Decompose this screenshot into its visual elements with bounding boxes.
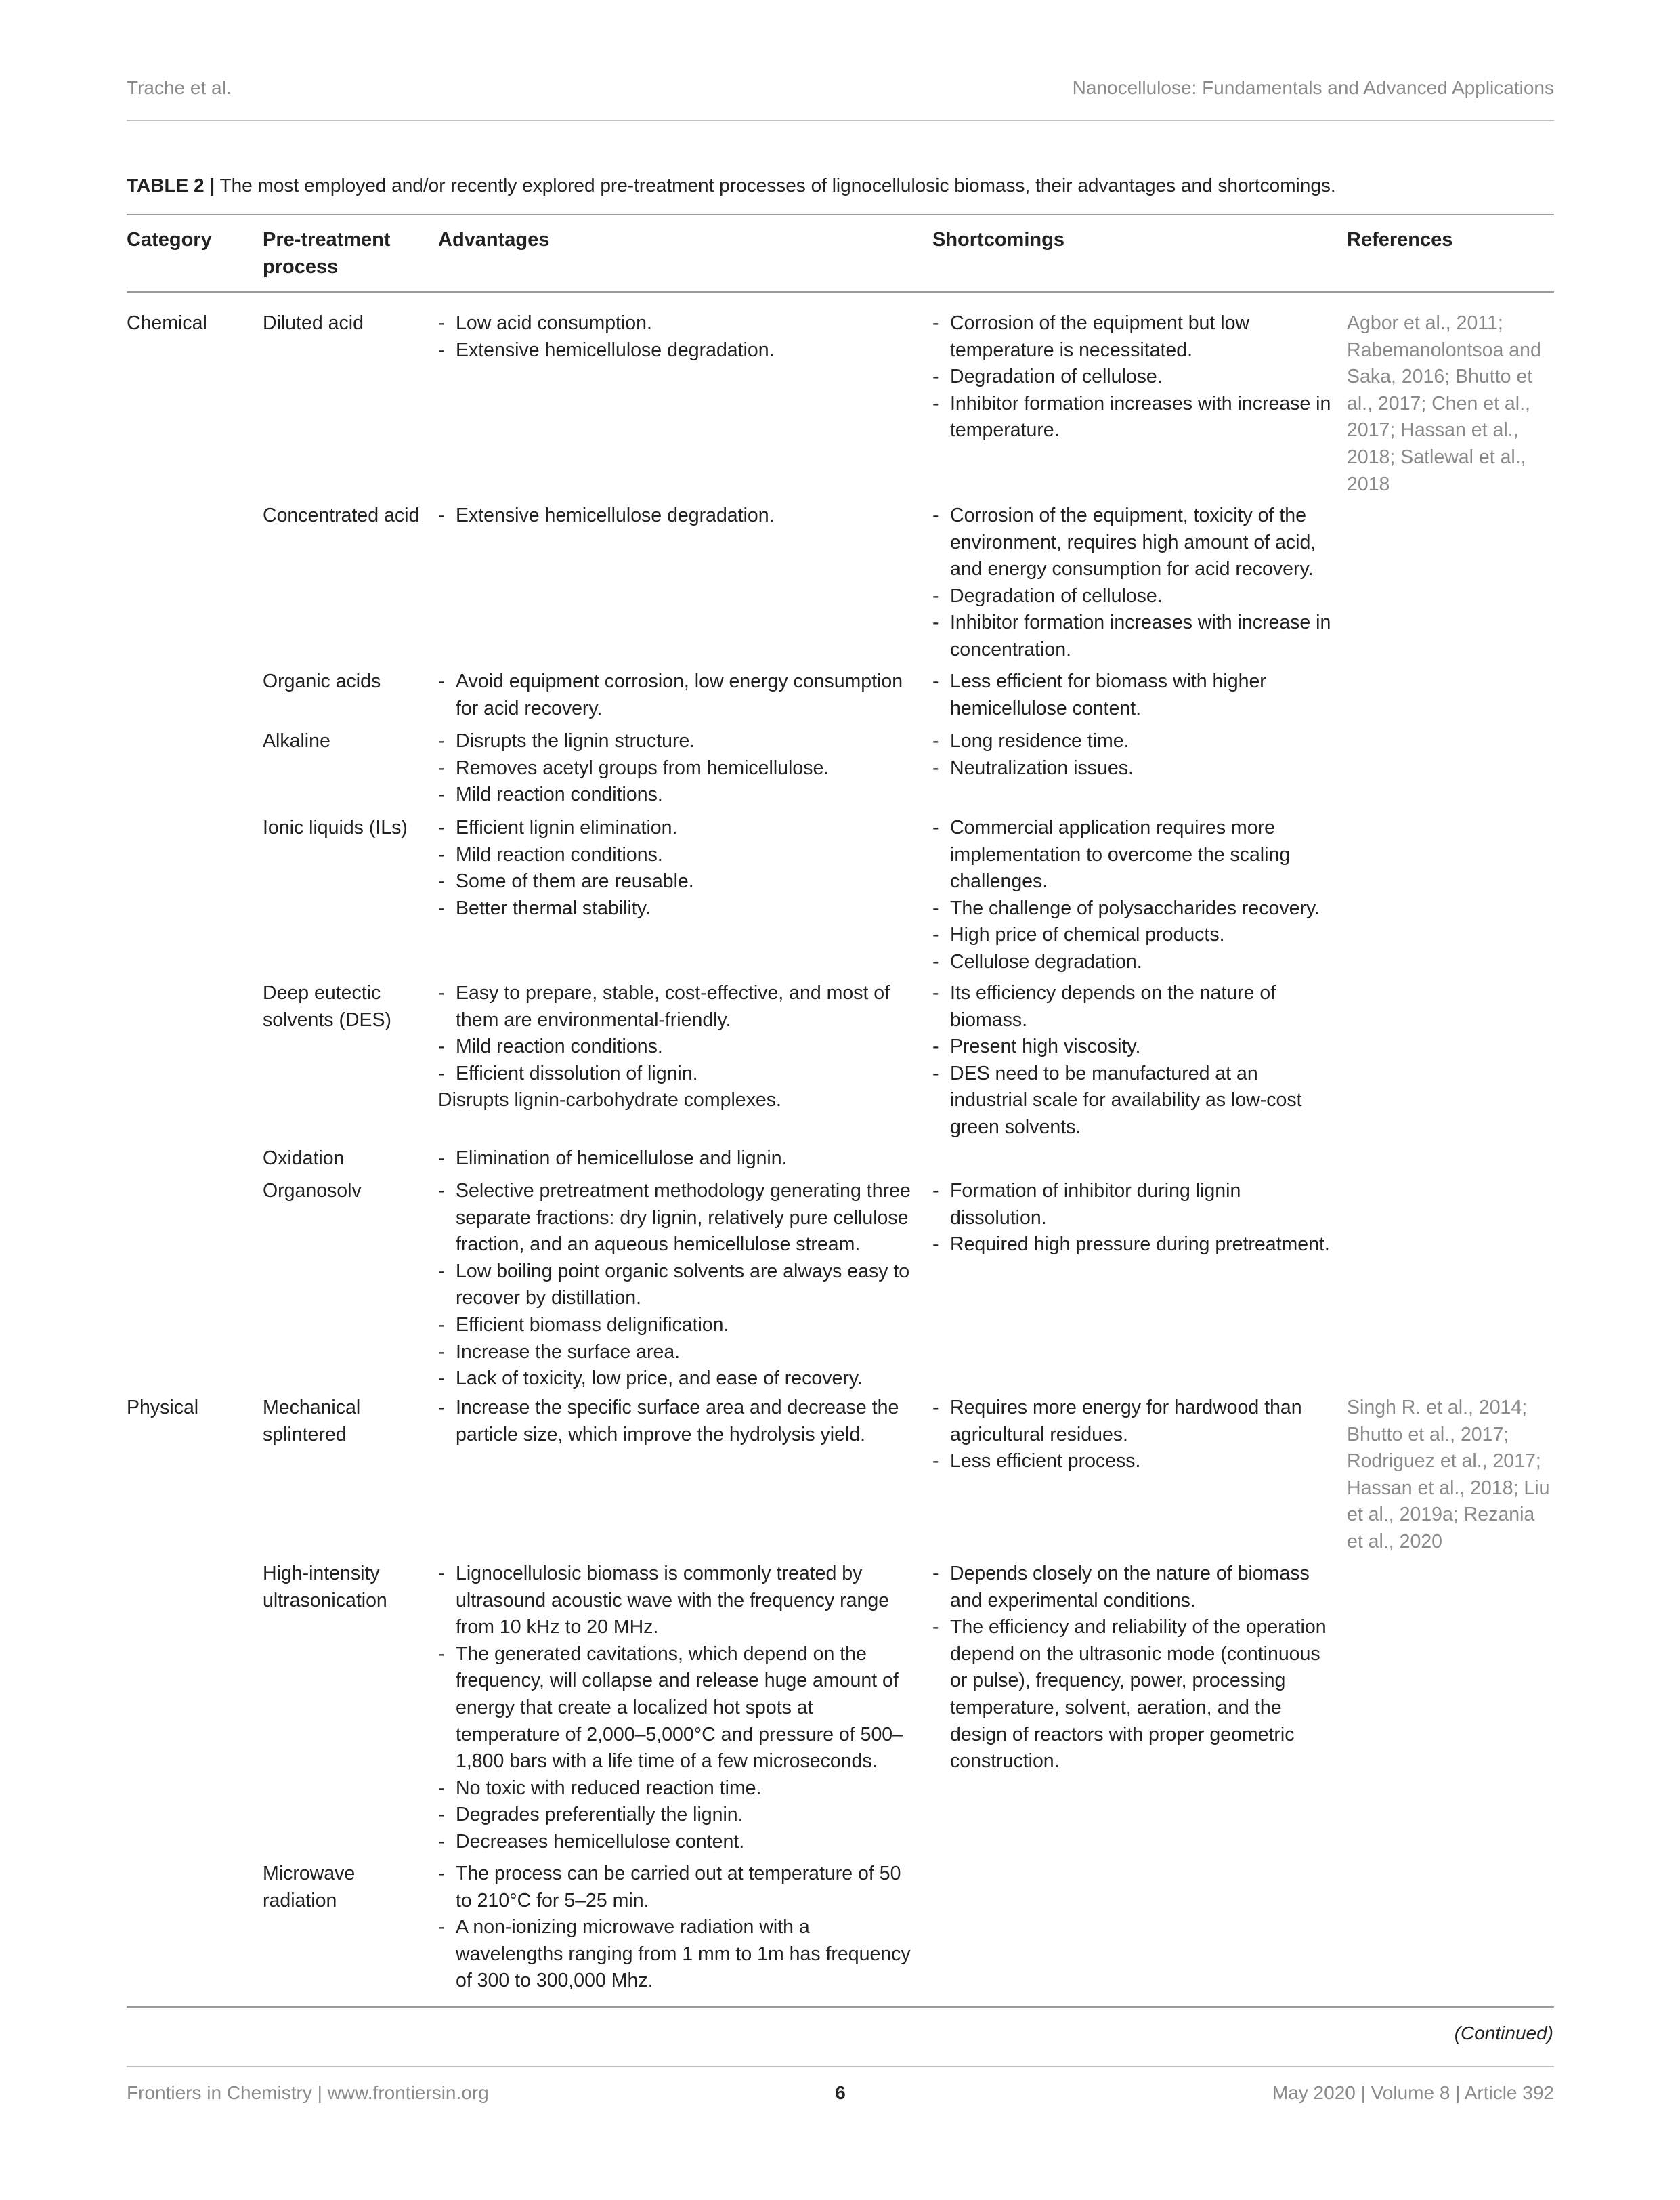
row-3-advantages — [438, 728, 919, 809]
row-6-process: Oxidation — [263, 1147, 345, 1169]
row-7-process: Organosolv — [263, 1180, 362, 1202]
shortcomings-item: - Long residence time. — [932, 728, 1332, 755]
row-8-references: Singh R. et al., 2014; Bhutto et al., 2017; Rodriguez et al., 2017; Hassan et al., 2018; Liu et al., 2019a; Rezania et al., 2020 — [1347, 1397, 1550, 1552]
row-8-advantages — [438, 1395, 919, 1448]
page-number: 6 — [835, 2082, 846, 2103]
table-caption-text: The most employed and/or recently explored pre-treatment processes of lignocellulosic biomass, their advantages and shortcomings. — [215, 175, 1336, 196]
shortcomings-item: - Its efficiency depends on the nature of biomass. — [932, 980, 1332, 1034]
column-header-references: References — [1347, 229, 1453, 251]
shortcomings-item: - Corrosion of the equipment, toxicity of the environment, requires high amount of acid, and energy consumption for acid recovery. — [932, 503, 1332, 583]
advantages-item: - Mild reaction conditions. — [438, 782, 919, 809]
advantages-item: - Extensive hemicellulose degradation. — [438, 503, 919, 530]
column-header-category: Category — [127, 229, 212, 251]
row-9-advantages — [438, 1561, 919, 1856]
advantages-item: - Elimination of hemicellulose and lignin. — [438, 1145, 919, 1172]
shortcomings-item: - Depends closely on the nature of biomass and experimental conditions. — [932, 1561, 1332, 1614]
shortcomings-item: - The efficiency and reliability of the operation depend on the ultrasonic mode (continuous or pulse), frequency, power, processing temperature, solvent, aeration, and the design of reactors with proper geometric construction. — [932, 1614, 1332, 1775]
shortcomings-item: - Less efficient for biomass with higher hemicellulose content. — [932, 669, 1332, 722]
row-7-advantages — [438, 1178, 919, 1393]
advantages-item: - Low boiling point organic solvents are always easy to recover by distillation. — [438, 1258, 919, 1312]
row-0-references: Agbor et al., 2011; Rabemanolontsoa and Saka, 2016; Bhutto et al., 2017; Chen et al., 2017; Hassan et al., 2018; Satlewal et al., 2018 — [1347, 312, 1541, 495]
row-3-process: Alkaline — [263, 730, 330, 752]
shortcomings-item: - Requires more energy for hardwood than agricultural residues. — [932, 1395, 1332, 1448]
row-8-shortcomings — [932, 1395, 1332, 1475]
shortcomings-item: - Neutralization issues. — [932, 755, 1332, 782]
shortcomings-item: - Present high viscosity. — [932, 1034, 1332, 1061]
advantages-item: - Better thermal stability. — [438, 895, 919, 923]
table-header-rule — [127, 291, 1554, 293]
row-3-shortcomings — [932, 728, 1332, 782]
advantages-item: - Degrades preferentially the lignin. — [438, 1802, 919, 1829]
row-0-advantages — [438, 310, 919, 364]
shortcomings-item: - Corrosion of the equipment but low temperature is necessitated. — [932, 310, 1332, 364]
advantages-item: - The generated cavitations, which depend on the frequency, will collapse and release huge amount of energy that create a localized hot spots at temperature of 2,000–5,000°C and pressure of 500–1,800 bars with a life time of a few microseconds. — [438, 1641, 919, 1775]
footer-issue: May 2020 | Volume 8 | Article 392 — [1272, 2082, 1554, 2103]
row-1-advantages — [438, 503, 919, 530]
row-2-advantages — [438, 669, 919, 722]
shortcomings-item: - Required high pressure during pretreatment. — [932, 1231, 1332, 1258]
shortcomings-item: - Commercial application requires more implementation to overcome the scaling challenges. — [932, 815, 1332, 895]
row-9-shortcomings — [932, 1561, 1332, 1775]
row-4-advantages — [438, 815, 919, 922]
running-head-authors: Trache et al. — [127, 77, 232, 98]
row-5-shortcomings — [932, 980, 1332, 1141]
advantages-item: - Efficient dissolution of lignin. — [438, 1061, 919, 1088]
advantages-item: - Extensive hemicellulose degradation. — [438, 337, 919, 364]
advantages-item: - No toxic with reduced reaction time. — [438, 1775, 919, 1802]
running-head — [127, 77, 1554, 99]
row-7-shortcomings — [932, 1178, 1332, 1258]
advantages-item: - Mild reaction conditions. — [438, 842, 919, 869]
page-footer — [127, 2082, 1554, 2104]
advantages-item: - Increase the specific surface area and decrease the particle size, which improve the hydrolysis yield. — [438, 1395, 919, 1448]
row-8-category: Physical — [127, 1397, 199, 1418]
advantages-item: - Lignocellulosic biomass is commonly treated by ultrasound acoustic wave with the frequency range from 10 kHz to 20 MHz. — [438, 1561, 919, 1641]
row-4-process: Ionic liquids (ILs) — [263, 817, 408, 839]
row-9-process: High-intensity ultrasonication — [263, 1563, 387, 1611]
row-10-process: Microwave radiation — [263, 1863, 356, 1911]
row-5-advantages — [438, 980, 919, 1114]
row-4-shortcomings — [932, 815, 1332, 976]
footer-journal: Frontiers in Chemistry | www.frontiersin.org — [127, 2082, 489, 2103]
advantages-item: - Decreases hemicellulose content. — [438, 1829, 919, 1856]
table-bottom-rule — [127, 2006, 1554, 2008]
shortcomings-item: - Degradation of cellulose. — [932, 364, 1332, 391]
advantages-item: - The process can be carried out at temperature of 50 to 210°C for 5–25 min. — [438, 1861, 919, 1914]
advantages-item: - Removes acetyl groups from hemicellulose. — [438, 755, 919, 782]
shortcomings-item: - Degradation of cellulose. — [932, 583, 1332, 610]
header-rule — [127, 120, 1554, 121]
footer-rule — [127, 2066, 1554, 2067]
row-1-shortcomings — [932, 503, 1332, 664]
continued-note: (Continued) — [1454, 2023, 1553, 2044]
shortcomings-item: - DES need to be manufactured at an industrial scale for availability as low-cost green solvents. — [932, 1061, 1332, 1141]
shortcomings-item: - High price of chemical products. — [932, 922, 1332, 949]
table-caption — [127, 175, 1554, 196]
shortcomings-item: - Less efficient process. — [932, 1448, 1332, 1475]
row-2-process: Organic acids — [263, 671, 381, 692]
advantages-item: - Mild reaction conditions. — [438, 1034, 919, 1061]
advantages-item-tail: Disrupts lignin-carbohydrate complexes. — [438, 1089, 781, 1112]
shortcomings-item: - The challenge of polysaccharides recovery. — [932, 895, 1332, 923]
advantages-item: - Avoid equipment corrosion, low energy consumption for acid recovery. — [438, 669, 919, 722]
table-label: TABLE 2 | — [127, 175, 215, 196]
row-1-process: Concentrated acid — [263, 505, 420, 526]
row-5-process: Deep eutectic solvents (DES) — [263, 982, 392, 1031]
advantages-item: - Increase the surface area. — [438, 1339, 919, 1366]
advantages-item: - Some of them are reusable. — [438, 868, 919, 895]
shortcomings-item: - Cellulose degradation. — [932, 949, 1332, 976]
shortcomings-item: - Inhibitor formation increases with increase in concentration. — [932, 610, 1332, 663]
advantages-item: - Selective pretreatment methodology generating three separate fractions: dry lignin, relatively pure cellulose fraction, and an aqueous hemicellulose stream. — [438, 1178, 919, 1258]
column-header-advantages: Advantages — [438, 229, 550, 251]
row-0-shortcomings — [932, 310, 1332, 444]
row-6-advantages — [438, 1145, 919, 1172]
running-head-title: Nanocellulose: Fundamentals and Advanced Applications — [1072, 77, 1554, 98]
row-10-advantages — [438, 1861, 919, 1995]
row-0-process: Diluted acid — [263, 312, 364, 334]
advantages-item: - Efficient lignin elimination. — [438, 815, 919, 842]
shortcomings-item: - Inhibitor formation increases with increase in temperature. — [932, 391, 1332, 444]
row-8-process: Mechanical splintered — [263, 1397, 361, 1445]
row-2-shortcomings — [932, 669, 1332, 722]
advantages-item: - Easy to prepare, stable, cost-effective, and most of them are environmental-friendly. — [438, 980, 919, 1034]
advantages-item: - Low acid consumption. — [438, 310, 919, 337]
column-header-process: Pre-treatment process — [263, 229, 391, 278]
advantages-item: - Disrupts the lignin structure. — [438, 728, 919, 755]
advantages-item: - Lack of toxicity, low price, and ease of recovery. — [438, 1366, 919, 1393]
row-0-category: Chemical — [127, 312, 207, 334]
table-top-rule — [127, 214, 1554, 215]
advantages-item: - A non-ionizing microwave radiation with a wavelengths ranging from 1 mm to 1m has frequency of 300 to 300,000 Mhz. — [438, 1914, 919, 1995]
shortcomings-item: - Formation of inhibitor during lignin dissolution. — [932, 1178, 1332, 1231]
column-header-shortcomings: Shortcomings — [932, 229, 1064, 251]
advantages-item: - Efficient biomass delignification. — [438, 1312, 919, 1339]
